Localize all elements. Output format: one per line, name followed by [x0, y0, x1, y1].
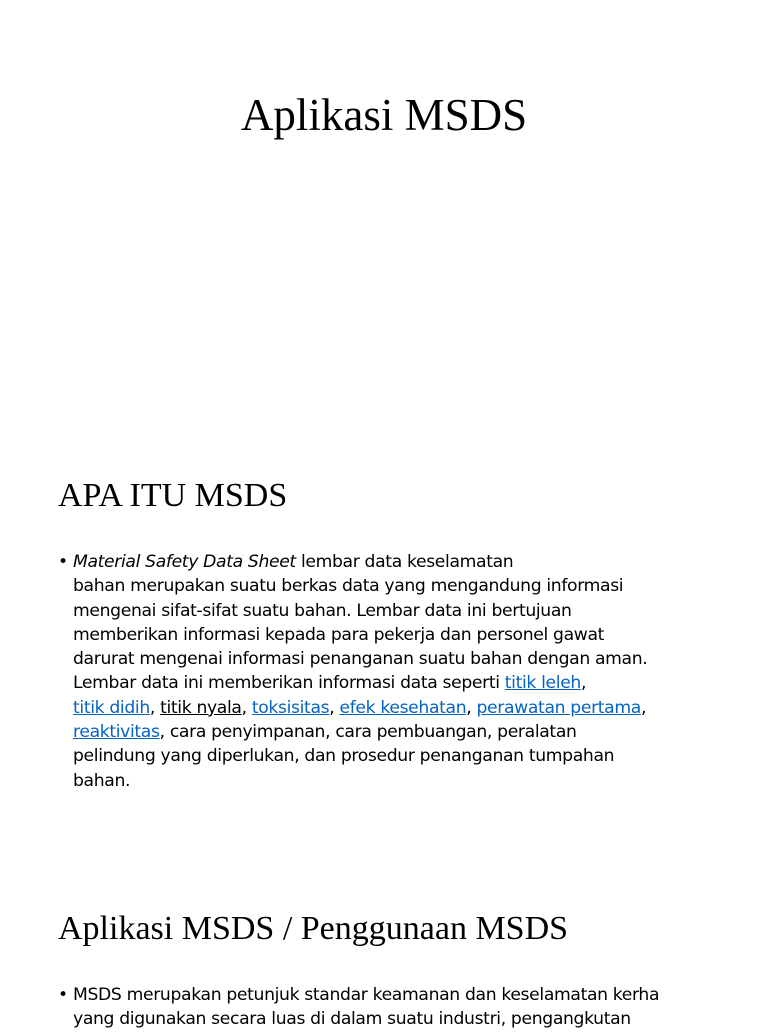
definition-line-1-rest: lembar data keselamatan — [295, 552, 514, 572]
title-slide — [0, 0, 768, 440]
msds-full-name: Material Safety Data Sheet — [73, 552, 296, 572]
definition-bullet — [58, 550, 738, 793]
separator-comma: , — [580, 673, 587, 694]
usage-heading: Aplikasi MSDS / Penggunaan MSDS — [58, 910, 569, 947]
definition-line-8 — [58, 720, 738, 744]
separator-comma: , — [640, 697, 647, 718]
separator-comma: , — [329, 697, 340, 718]
usage-slide — [0, 890, 768, 1030]
definition-slide — [0, 450, 768, 880]
definition-line-9: pelindung yang diperlukan, dan prosedur penanganan tumpahan — [73, 746, 615, 767]
link-toksisitas[interactable]: toksisitas — [251, 697, 330, 718]
definition-line-1 — [58, 550, 738, 574]
bullet-dot-icon: • — [58, 985, 68, 1005]
link-reaktivitas[interactable]: reaktivitas — [73, 722, 160, 743]
usage-line-2: yang digunakan secara luas di dalam suatu industri, pengangkutan — [73, 1009, 631, 1030]
usage-line-1: MSDS merupakan petunjuk standar keamanan dan keselamatan kerha — [73, 985, 660, 1005]
text-titik-nyala: titik nyala — [160, 697, 242, 718]
definition-line-7 — [58, 696, 738, 720]
link-titik-didih[interactable]: titik didih — [73, 697, 150, 718]
definition-line-10: bahan. — [73, 770, 131, 791]
link-titik-leleh[interactable]: titik leleh — [504, 673, 581, 694]
definition-line-5: darurat mengenai informasi penanganan suatu bahan dengan aman. — [73, 649, 648, 670]
definition-line-6-text: Lembar data ini memberikan informasi data seperti — [73, 673, 505, 694]
definition-heading: APA ITU MSDS — [58, 477, 288, 514]
definition-line-4: memberikan informasi kepada para pekerja dan personel gawat — [73, 624, 605, 645]
bullet-dot-icon: • — [58, 552, 68, 572]
definition-line-3: mengenai sifat-sifat suatu bahan. Lembar data ini bertujuan — [73, 600, 572, 621]
definition-line-6 — [58, 671, 738, 695]
separator-comma: , — [241, 697, 252, 718]
usage-bullet — [58, 983, 738, 1032]
definition-line-8-rest: , cara penyimpanan, cara pembuangan, peralatan — [159, 722, 577, 743]
separator-comma: , — [466, 697, 477, 718]
link-efek-kesehatan[interactable]: efek kesehatan — [339, 697, 467, 718]
link-perawatan-pertama[interactable]: perawatan pertama — [476, 697, 641, 718]
separator-comma: , — [149, 697, 161, 718]
definition-line-2: bahan merupakan suatu berkas data yang mengandung informasi — [73, 576, 624, 597]
slide-title: Aplikasi MSDS — [240, 90, 528, 140]
